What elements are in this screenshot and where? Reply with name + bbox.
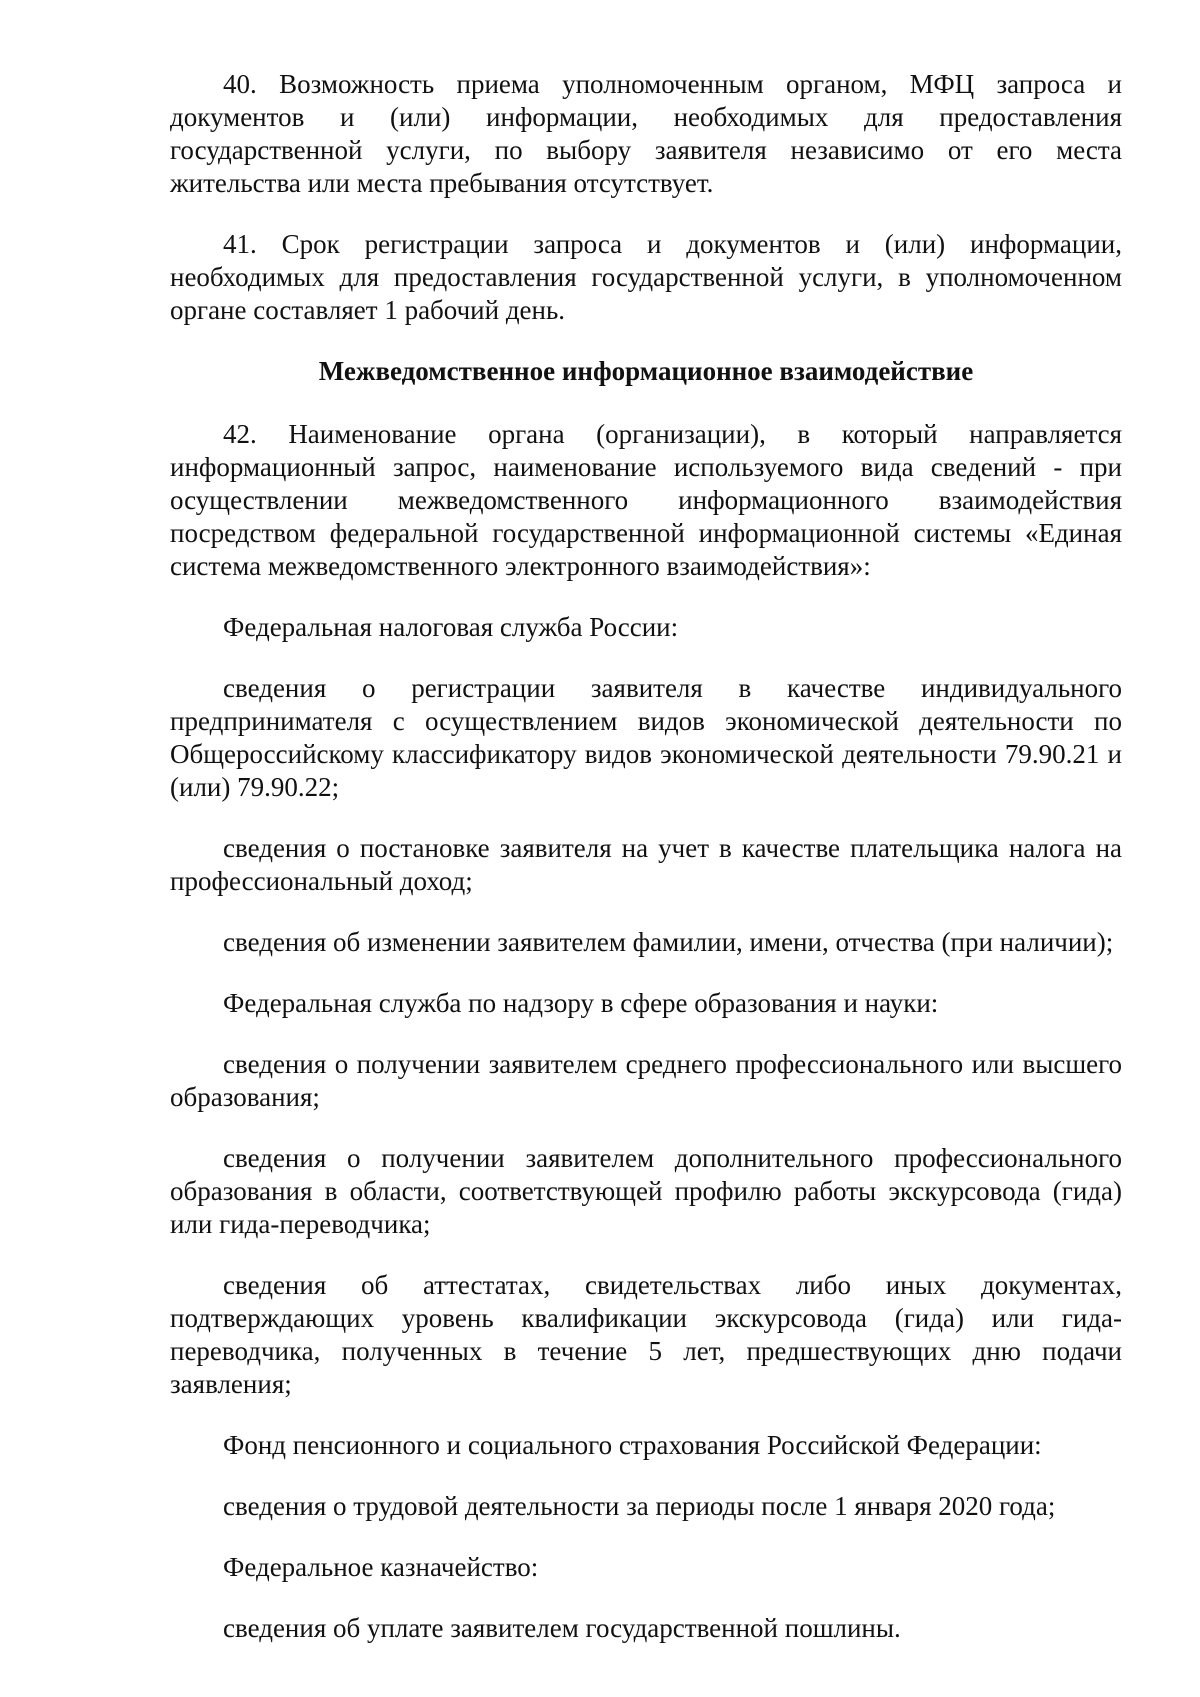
document-body [170, 68, 1122, 1673]
info-item-higher-education: сведения о получении заявителем среднего профессионального или высшего образования; [170, 1049, 1122, 1112]
agency-rosobrnadzor: Федеральная служба по надзору в сфере образования и науки: [223, 988, 939, 1018]
agency-sfr: Фонд пенсионного и социального страхования Российской Федерации: [223, 1430, 1042, 1460]
info-item-tax-registration: сведения о постановке заявителя на учет в качестве плательщика налога на профессиональный доход; [170, 833, 1122, 896]
info-item-work-history: сведения о трудовой деятельности за периоды после 1 января 2020 года; [223, 1491, 1056, 1521]
agency-fns: Федеральная налоговая служба России: [223, 612, 679, 642]
info-item-additional-education: сведения о получении заявителем дополнительного профессионального образования в области, соответствующей профилю работы экскурсовода (гида) или гида-переводчика; [170, 1143, 1122, 1239]
paragraph-40: 40. Возможность приема уполномоченным органом, МФЦ запроса и документов и (или) информации, необходимых для предоставления государственной услуги, по выбору заявителя независимо от его места жительства или места пребывания отсутствует. [170, 69, 1122, 198]
section-heading: Межведомственное информационное взаимодействие [318, 356, 974, 386]
agency-treasury: Федеральное казначейство: [223, 1552, 539, 1582]
paragraph-41: 41. Срок регистрации запроса и документов и (или) информации, необходимых для предоставления государственной услуги, в уполномоченном органе составляет 1 рабочий день. [170, 229, 1122, 325]
paragraph-42: 42. Наименование органа (организации), в который направляется информационный запрос, наименование используемого вида сведений - при осуществлении межведомственного информационного взаимодействия посредством федеральной государственной информационной системы «Единая система межведомственного электронного взаимодействия»: [170, 419, 1122, 581]
info-item-certificates: сведения об аттестатах, свидетельствах либо иных документах, подтверждающих уровень квалификации экскурсовода (гида) или гида-переводчика, полученных в течение 5 лет, предшествующих дню подачи заявления; [170, 1270, 1122, 1399]
info-item-name-change: сведения об изменении заявителем фамилии, имени, отчества (при наличии); [223, 927, 1114, 957]
info-item-ip-registration: сведения о регистрации заявителя в качестве индивидуального предпринимателя с осуществлением видов экономической деятельности по Общероссийскому классификатору видов экономической деятельности 79.90.21 и (или) 79.90.22; [170, 673, 1122, 802]
info-item-state-fee: сведения об уплате заявителем государственной пошлины. [223, 1613, 901, 1643]
